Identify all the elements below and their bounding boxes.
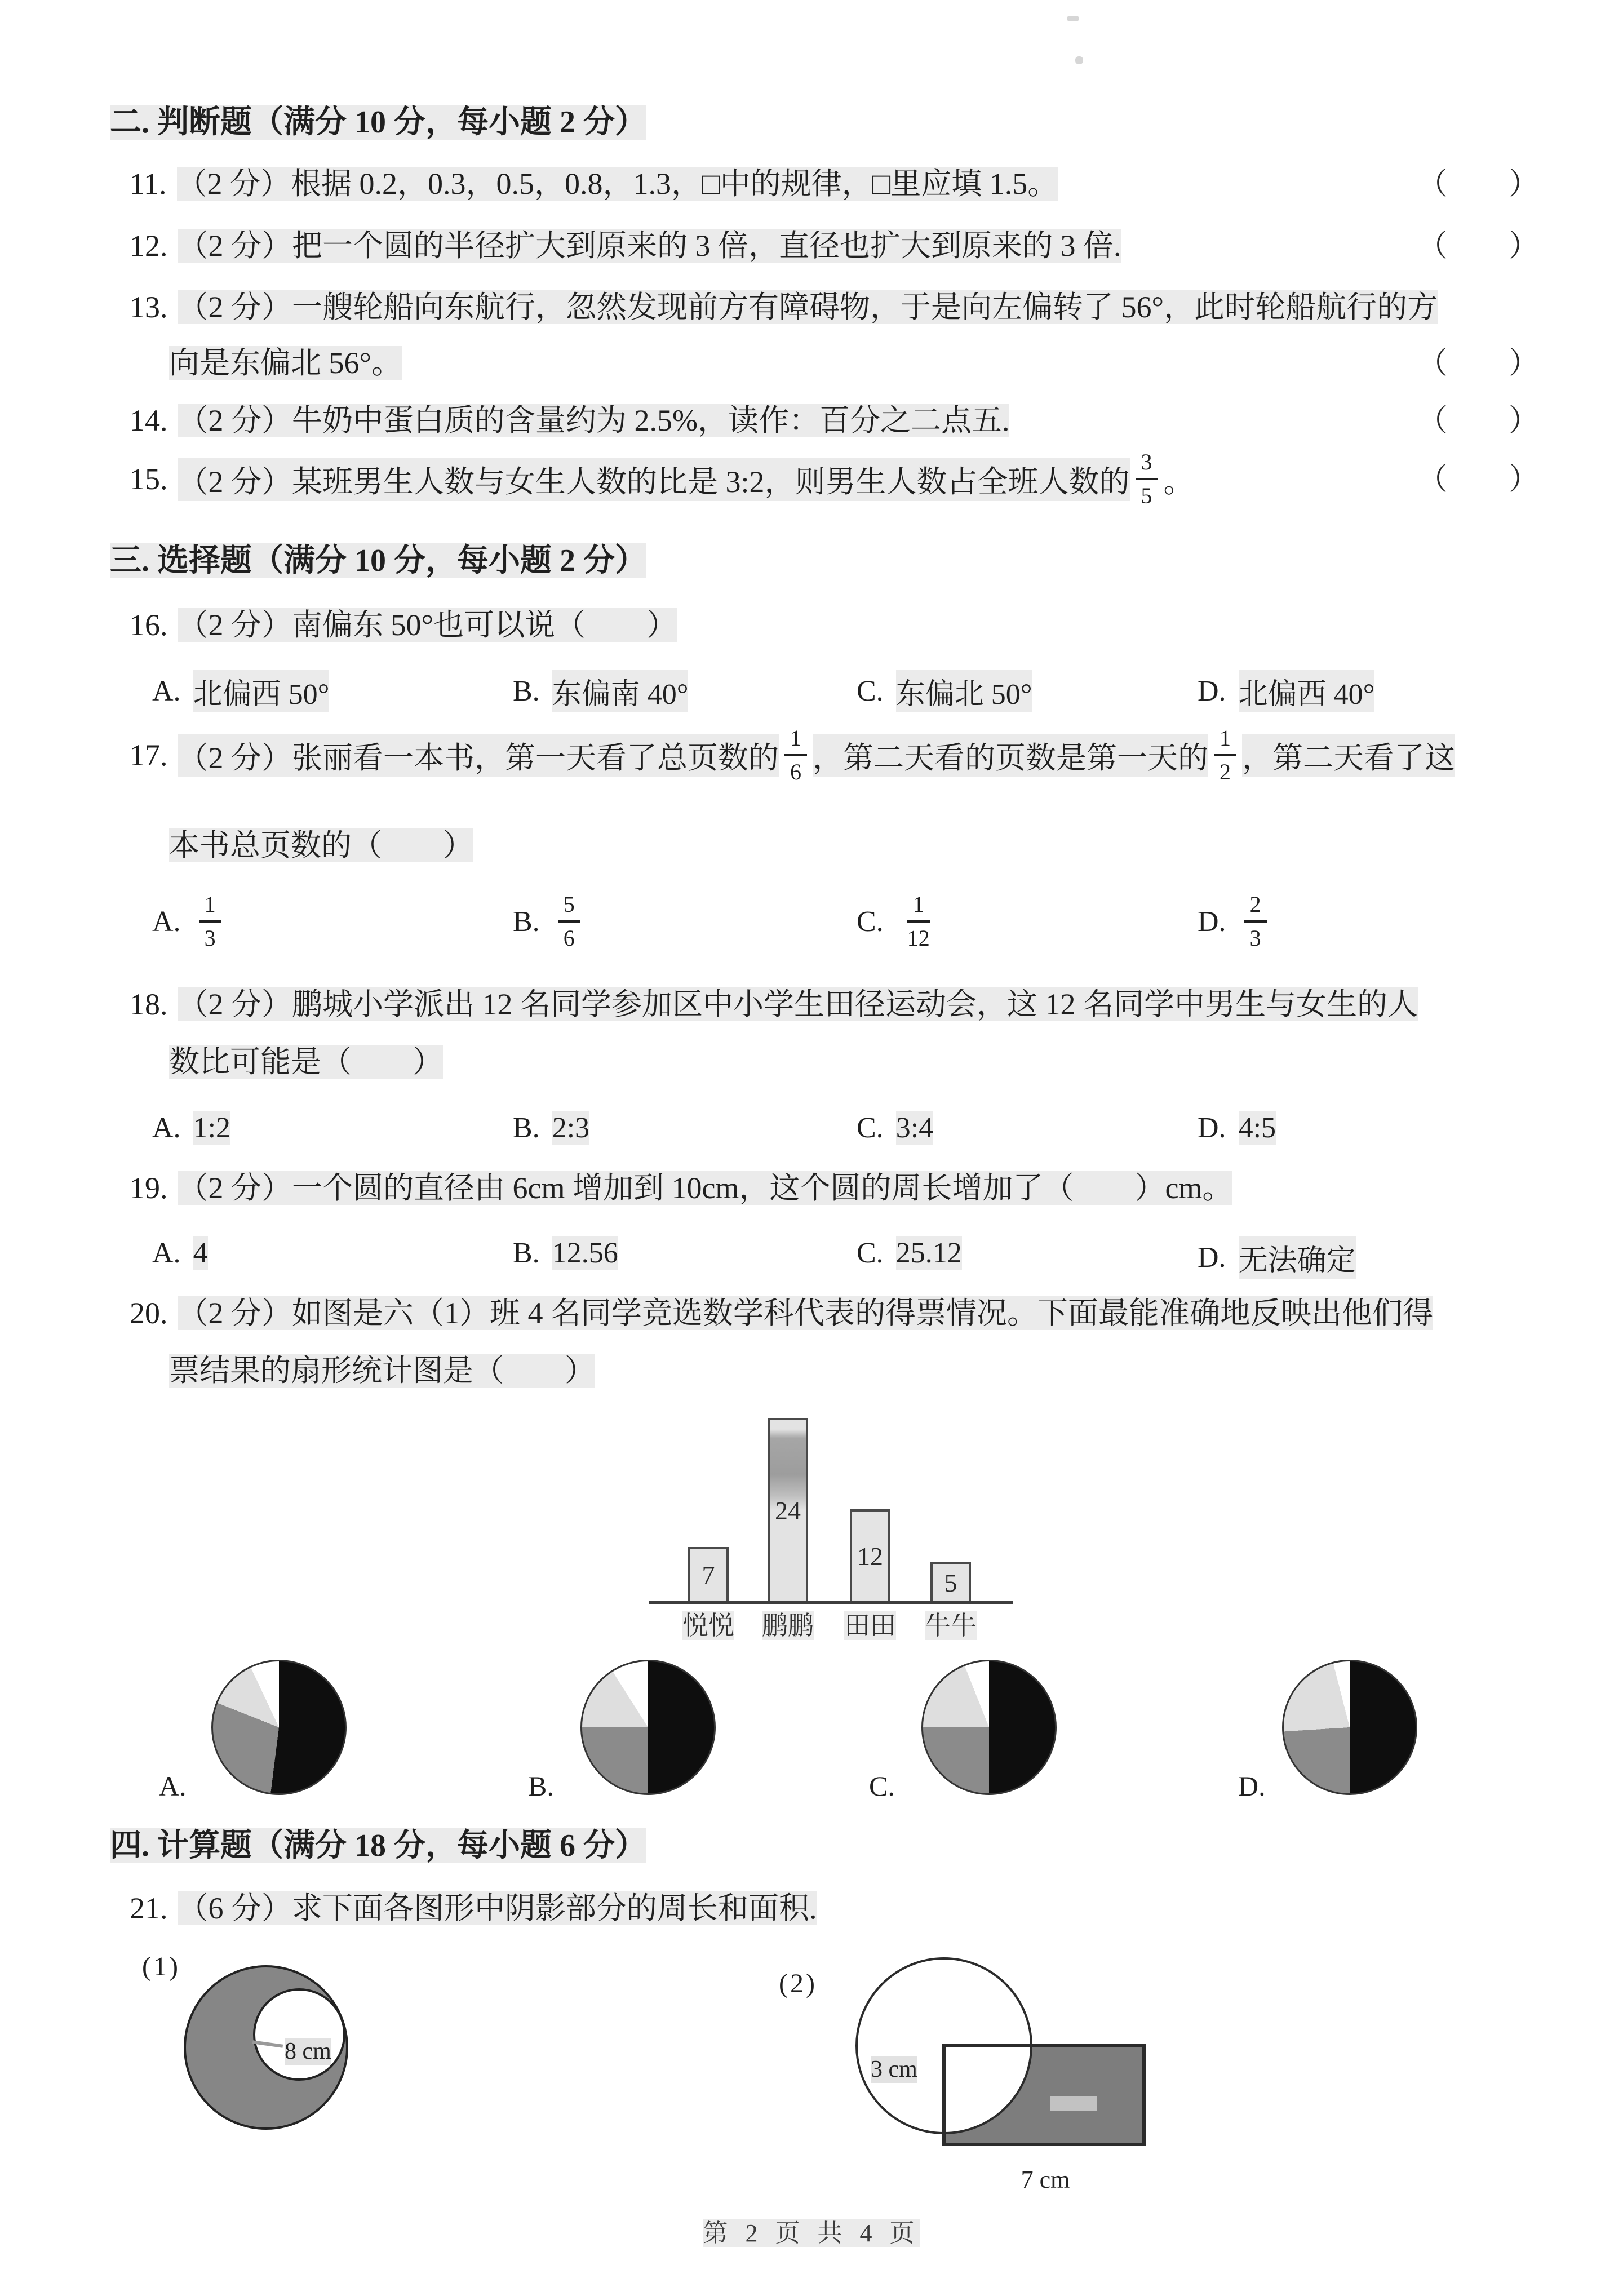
question-17-option-a [152, 888, 227, 955]
figure-1-inner-circle [253, 1988, 345, 2081]
fraction-option [902, 892, 935, 951]
option-label: C. [857, 1237, 884, 1269]
question-20-line1 [130, 1295, 1433, 1332]
option-text: 12.56 [552, 1237, 618, 1269]
fraction-denominator: 6 [790, 759, 801, 784]
section-calc-title-text: 四. 计算题（满分 18 分，每小题 6 分） [110, 1828, 646, 1863]
question-17-text-1: （2 分）张丽看一本书，第一天看了总页数的 [178, 734, 779, 777]
question-12-text: （2 分）把一个圆的半径扩大到原来的 3 倍，直径也扩大到原来的 3 倍. [178, 229, 1121, 263]
votes-bar-chart [649, 1389, 1013, 1640]
section-choice-title [110, 542, 646, 580]
option-label: A. [152, 675, 181, 707]
question-17-number: 17. [130, 738, 168, 772]
question-18-option-b [513, 1111, 589, 1145]
option-label: B. [513, 905, 540, 938]
section-calc-title [110, 1827, 646, 1865]
bar-category-label [748, 1605, 827, 1642]
section-judge-title-text: 二. 判断题（满分 10 分，每小题 2 分） [110, 105, 646, 140]
question-16-option-d [1198, 670, 1374, 712]
fraction-denominator: 6 [563, 925, 575, 951]
bar-category-label [831, 1605, 910, 1642]
question-12 [130, 228, 1121, 264]
question-17-option-d [1198, 888, 1272, 955]
option-label: C. [857, 905, 884, 938]
question-17-line2 [169, 827, 473, 864]
question-14-text: （2 分）牛奶中蛋白质的含量约为 2.5%，读作：百分之二点五. [178, 404, 1010, 437]
question-16-option-a [152, 670, 329, 712]
option-text: 1:2 [193, 1112, 231, 1144]
fraction-denominator: 3 [1249, 925, 1261, 951]
figure-2-radius-label: 3 cm [871, 2056, 917, 2082]
question-21-text: （6 分）求下面各图形中阴影部分的周长和面积. [178, 1891, 817, 1925]
option-label: B. [513, 1237, 540, 1269]
question-11 [130, 166, 1058, 202]
question-19 [130, 1170, 1232, 1207]
question-16-option-b [513, 670, 688, 712]
question-13-number: 13. [130, 290, 168, 324]
fraction-denominator: 12 [907, 925, 930, 951]
pie-chart-option-c [921, 1660, 1057, 1795]
question-17-line1 [130, 721, 1455, 789]
bar-value-label: 5 [944, 1568, 957, 1597]
question-18-text-line1: （2 分）鹏城小学派出 12 名同学参加区中小学生田径运动会，这 12 名同学中男生与女生的人 [178, 987, 1418, 1021]
question-20-number: 20. [130, 1296, 168, 1330]
option-text: 3:4 [895, 1112, 934, 1144]
fraction-three-fifths [1136, 450, 1158, 508]
option-text: 北偏西 50° [193, 670, 330, 712]
question-19-option-d [1198, 1236, 1356, 1279]
question-18-option-c [857, 1111, 933, 1145]
bar-yueyue [688, 1547, 729, 1601]
figure-1-label: (1) [142, 1952, 180, 1982]
pie-chart-option-d [1282, 1660, 1417, 1795]
question-15-answer-blank: （ ） [1417, 462, 1539, 496]
question-19-option-b [513, 1236, 618, 1270]
question-17-text-line2: 本书总页数的（ ） [169, 828, 473, 862]
bar-category-text: 鹏鹏 [762, 1611, 814, 1640]
question-17-option-c [857, 888, 941, 955]
option-text: 东偏北 50° [896, 670, 1032, 712]
bar-tiantian [850, 1509, 890, 1601]
option-label: D. [1198, 905, 1226, 938]
section-judge-title [110, 104, 646, 141]
question-14-number: 14. [130, 404, 168, 437]
fraction-numerator: 3 [1136, 450, 1158, 480]
bar-value-label: 12 [857, 1541, 883, 1571]
page-footer [0, 2213, 1623, 2249]
question-18-line2 [169, 1044, 443, 1080]
option-text: 4:5 [1238, 1112, 1276, 1144]
fraction-numerator: 1 [784, 726, 807, 756]
question-19-option-c [857, 1236, 962, 1270]
figure-2-width-label: 7 cm [1021, 2166, 1070, 2193]
question-12-number: 12. [130, 229, 168, 263]
question-18-line1 [130, 986, 1418, 1023]
bar-category-text: 牛牛 [925, 1611, 977, 1640]
question-16-text: （2 分）南偏东 50°也可以说（ ） [178, 608, 677, 642]
option-label: A. [152, 905, 181, 938]
bar-niuniu [930, 1562, 971, 1601]
question-16-number: 16. [130, 608, 168, 642]
question-20-line2 [169, 1353, 595, 1389]
option-label: C. [857, 675, 884, 707]
question-21 [130, 1890, 817, 1927]
option-text: 东偏南 40° [552, 670, 689, 712]
figure-1-diameter-label: 8 cm [285, 2038, 331, 2064]
fraction-one-sixth [784, 726, 807, 784]
question-15-text: （2 分）某班男生人数与女生人数的比是 3:2，则男生人数占全班人数的 [178, 458, 1130, 501]
bar-value-label: 24 [775, 1496, 801, 1525]
option-label: D. [1198, 675, 1226, 707]
question-13-text-line1: （2 分）一艘轮船向东航行，忽然发现前方有障碍物，于是向左偏转了 56°，此时轮船航行的方 [178, 290, 1438, 324]
question-20-text-line1: （2 分）如图是六（1）班 4 名同学竞选数学科代表的得票情况。下面最能准确地反映出他们得 [178, 1296, 1433, 1330]
question-13-text-line2: 向是东偏北 56°。 [169, 346, 402, 380]
question-18-option-a [152, 1111, 230, 1145]
bar-category-label [669, 1605, 748, 1642]
pie-label-a: A. [159, 1770, 187, 1802]
fraction-one-half [1214, 726, 1236, 784]
question-14 [130, 402, 1009, 439]
bar-category-text: 田田 [844, 1611, 896, 1640]
page-footer-text: 第 2 页 共 4 页 [703, 2219, 920, 2247]
option-label: D. [1198, 1112, 1226, 1144]
option-label: B. [513, 1112, 540, 1144]
bar-category-text: 悦悦 [682, 1611, 734, 1640]
option-text: 2:3 [552, 1112, 590, 1144]
question-15 [130, 448, 1194, 510]
question-13-line1 [130, 289, 1438, 326]
question-19-option-a [152, 1236, 208, 1270]
fraction-numerator: 1 [907, 892, 930, 923]
question-19-text: （2 分）一个圆的直径由 6cm 增加到 10cm，这个圆的周长增加了（ ）cm。 [178, 1171, 1233, 1205]
fraction-denominator: 2 [1220, 759, 1231, 784]
bar-value-label: 7 [702, 1561, 715, 1589]
question-13-answer-blank: （ ） [1417, 346, 1539, 380]
pie-label-c: C. [869, 1770, 895, 1802]
option-text: 北偏西 40° [1239, 670, 1375, 712]
question-16 [130, 607, 677, 644]
question-20-text-line2: 票结果的扇形统计图是（ ） [169, 1354, 595, 1388]
bar-pengpeng [768, 1418, 808, 1601]
option-text: 25.12 [895, 1237, 962, 1269]
question-19-number: 19. [130, 1171, 168, 1205]
option-label: A. [152, 1112, 181, 1144]
question-16-option-c [857, 670, 1032, 712]
question-15-tail: 。 [1163, 464, 1194, 499]
section-choice-title-text: 三. 选择题（满分 10 分，每小题 2 分） [110, 543, 646, 578]
pie-label-b: B. [528, 1770, 554, 1802]
question-14-answer-blank: （ ） [1417, 404, 1539, 437]
question-17-text-3: ，第二天看了这 [1242, 734, 1455, 777]
fraction-numerator: 5 [558, 892, 580, 923]
scan-smudge [1050, 2096, 1097, 2111]
figure-2-label: (2) [779, 1969, 817, 1998]
fraction-option [199, 892, 221, 951]
question-11-answer-blank: （ ） [1417, 167, 1539, 201]
question-11-text: （2 分）根据 0.2，0.3，0.5，0.8，1.3，□中的规律，□里应填 1.5。 [176, 167, 1058, 201]
pie-label-d: D. [1238, 1770, 1266, 1802]
question-13-line2 [169, 345, 402, 382]
scan-artifact [1067, 16, 1079, 21]
fraction-numerator: 2 [1244, 892, 1267, 923]
question-18-number: 18. [130, 987, 168, 1021]
pie-chart-option-b [580, 1660, 716, 1795]
fraction-option [558, 892, 580, 951]
question-18-text-line2: 数比可能是（ ） [169, 1045, 443, 1079]
fraction-denominator: 5 [1141, 483, 1152, 508]
question-21-number: 21. [130, 1891, 168, 1925]
bar-category-label [911, 1605, 990, 1642]
option-label: C. [857, 1112, 884, 1144]
question-11-number: 11. [130, 167, 167, 201]
fraction-option [1244, 892, 1267, 951]
question-17-option-b [513, 888, 586, 955]
scan-artifact [1075, 56, 1083, 64]
option-label: D. [1198, 1242, 1226, 1274]
question-17-text-2: ，第二天看的页数是第一天的 [813, 734, 1208, 777]
question-18-option-d [1198, 1111, 1276, 1145]
fraction-numerator: 1 [199, 892, 221, 923]
question-12-answer-blank: （ ） [1417, 229, 1539, 263]
question-15-number: 15. [130, 462, 168, 496]
option-label: B. [513, 675, 540, 707]
option-label: A. [152, 1237, 181, 1269]
fraction-numerator: 1 [1214, 726, 1236, 756]
option-text: 无法确定 [1239, 1236, 1356, 1279]
fraction-denominator: 3 [204, 925, 216, 951]
option-text: 4 [193, 1237, 208, 1269]
pie-chart-option-a [211, 1660, 347, 1795]
